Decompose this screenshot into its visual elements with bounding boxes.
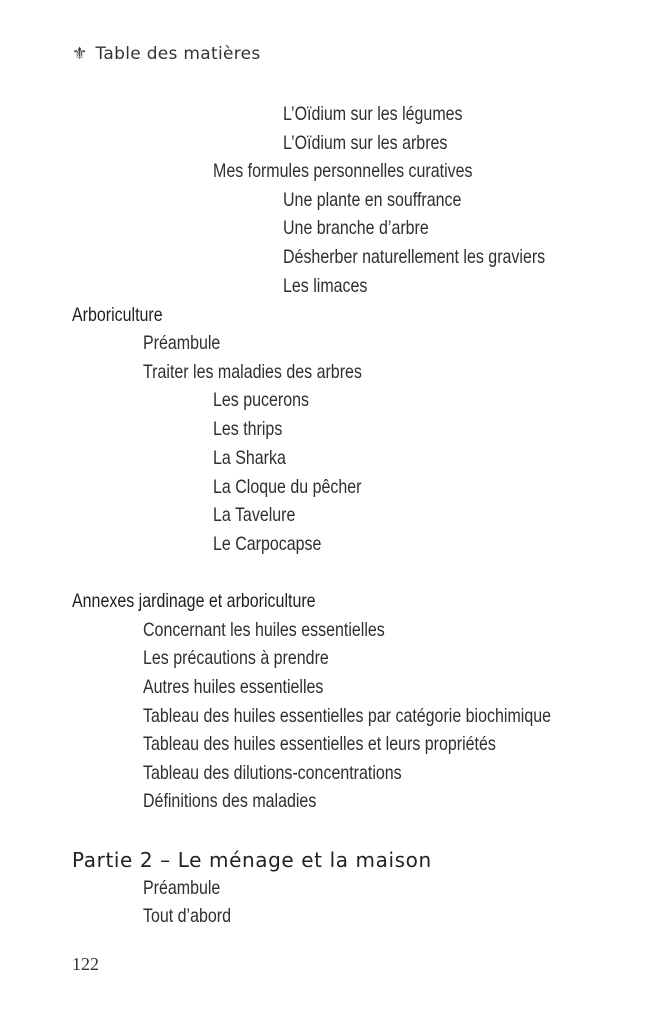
fleur-de-lis-icon: ⚜ (72, 44, 88, 64)
toc-entry: Les précautions à prendre (143, 647, 329, 669)
toc-entry: Une branche d’arbre (283, 217, 429, 239)
toc-entry: Une plante en souffrance (283, 189, 462, 211)
toc-entry: Les pucerons (213, 389, 310, 411)
toc-entry: Préambule (143, 877, 221, 899)
toc-entry: La Tavelure (213, 504, 296, 526)
toc-entry: La Sharka (213, 447, 286, 469)
toc-entry: Tout d’abord (143, 905, 232, 927)
toc-section-heading: Annexes jardinage et arboriculture (72, 590, 316, 612)
page-number: 122 (72, 954, 99, 974)
toc-entry: Concernant les huiles essentielles (143, 619, 385, 641)
toc-entry: Autres huiles essentielles (143, 676, 324, 698)
running-header (72, 44, 261, 64)
toc-entry: La Cloque du pêcher (213, 476, 362, 498)
toc-entry: Mes formules personnelles curatives (213, 160, 473, 182)
toc-part-heading: Partie 2 – Le ménage et la maison (72, 848, 432, 872)
toc-entry: Tableau des dilutions-concentrations (143, 762, 402, 784)
toc-entry: Définitions des maladies (143, 790, 317, 812)
toc-entry: Le Carpocapse (213, 533, 322, 555)
toc-entry: Les thrips (213, 418, 283, 440)
toc-entry: Traiter les maladies des arbres (143, 361, 362, 383)
toc-entry: Désherber naturellement les graviers (283, 246, 546, 268)
toc-entry: Les limaces (283, 275, 368, 297)
toc-entry: Tableau des huiles essentielles et leurs propriétés (143, 733, 496, 755)
toc-entry: Préambule (143, 332, 221, 354)
toc-section-heading: Arboriculture (72, 304, 163, 326)
toc-entry: L’Oïdium sur les arbres (283, 132, 448, 154)
toc-entry: L’Oïdium sur les légumes (283, 103, 463, 125)
toc-entry: Tableau des huiles essentielles par catégorie biochimique (143, 705, 552, 727)
running-header-title: Table des matières (95, 44, 261, 64)
